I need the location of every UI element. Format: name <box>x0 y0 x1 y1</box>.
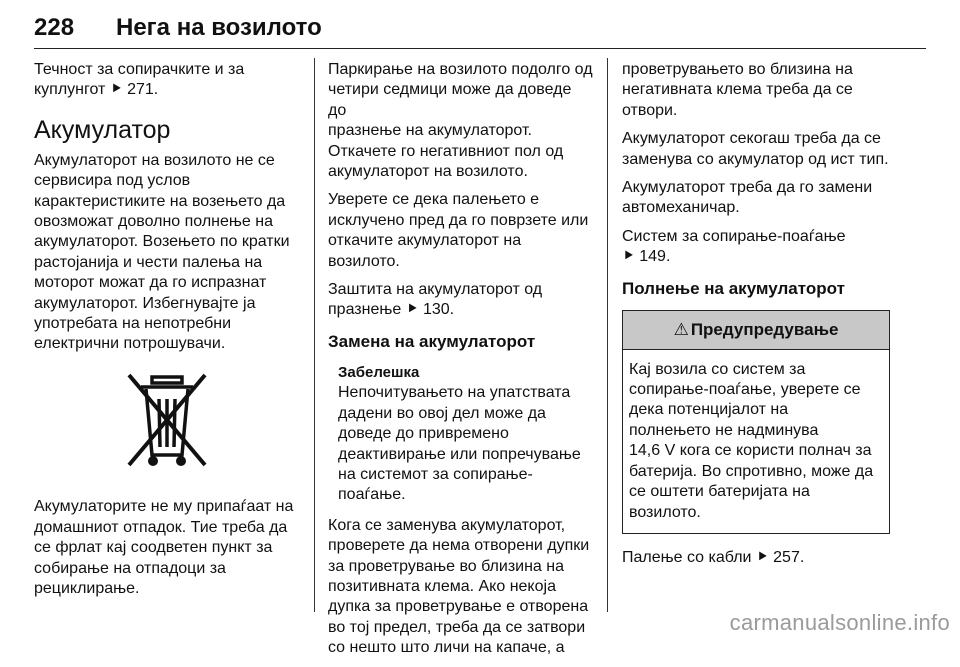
note-title: Забелешка <box>338 363 420 381</box>
warning-title: Предупредување <box>690 319 839 339</box>
battery-paragraph: Акумулаторот на возилото не се сервисира под услов карактеристиките на возењето да овозможат доволно полнење на акумулаторот. Возењето по кратки растојанија и чести палења на моторот можат да го испразнат акумулаторот. Избегнувајте ја употребата на непотребни електрични потрошувачи. <box>34 151 290 353</box>
note-text: Непочитувањето на упатствата дадени во овој дел може да доведе до привремено деактивирање или попречување на системот за сопирање- поаѓање. <box>338 384 581 504</box>
section-heading-battery: Акумулатор <box>34 115 171 144</box>
ventilation-paragraph: проветрувањето во близина на негативната клема треба да се отвори. <box>622 61 853 119</box>
crossed-out-bin-icon <box>34 367 300 479</box>
warning-header <box>623 311 889 350</box>
stop-start-paragraph: Систем за сопирање-поаѓање ⯈ 149. <box>622 227 846 266</box>
warning-box <box>622 310 890 534</box>
warning-triangle-icon: ⚠ <box>673 319 689 339</box>
ignition-paragraph: Уверете се дека палењето е исклучено пред да го поврзете или откачите акумулаторот на возилото. <box>328 191 589 270</box>
warning-text: Кај возила со систем за сопирање-поаѓање, уверете се дека потенцијалот на полнењето не надминува 14,6 V кога се користи полнач за батерија. Во спротивно, може да се оштети батеријата на возилото. <box>629 360 874 521</box>
recycling-paragraph: Акумулаторите не му припаѓаат на домашниот отпадок. Тие треба да се фрлат кај соодветен пункт за собирање на отпадоци за рециклирање. <box>34 498 294 597</box>
warning-body <box>623 350 889 533</box>
page-header <box>34 14 926 49</box>
jump-start-paragraph: Палење со кабли ⯈ 257. <box>622 548 805 566</box>
section-heading-replacement: Замена на акумулаторот <box>328 331 536 351</box>
section-heading-charging: Полнење на акумулаторот <box>622 278 845 298</box>
page-number: 228 <box>34 14 75 41</box>
column-divider-1 <box>314 58 315 612</box>
note-block <box>328 363 594 506</box>
replacement-paragraph: Кога се заменува акумулаторот, проверете да нема отворени дупки за проветрување во близина на позитивната клема. Ако некоја дупка за проветрување е отворена во тој предел, треба да се затвори со нешто што личи на капаче, а <box>328 516 590 657</box>
column-3 <box>622 60 890 576</box>
discharge-protection-paragraph: Заштита на акумулаторот од празнење ⯈ 130. <box>328 281 543 319</box>
same-type-paragraph: Акумулаторот секогаш треба да се заменува со акумулатор од ист тип. <box>622 130 889 168</box>
column-divider-2 <box>607 58 608 612</box>
parking-paragraph: Паркирање на возилото подолго од четири седмици може да доведе до празнење на акумулаторот. Откачете го негативниот пол од акумулаторот на возилото. <box>328 61 593 181</box>
column-1 <box>34 60 300 607</box>
watermark: carmanualsonline.info <box>729 610 950 635</box>
intro-paragraph: Течност за сопирачките и за куплунгот ⯈ 271. <box>34 61 245 99</box>
column-2 <box>328 60 594 667</box>
chapter-title: Нега на возилото <box>116 14 322 41</box>
mechanic-paragraph: Акумулаторот треба да го замени автомеханичар. <box>622 179 873 217</box>
